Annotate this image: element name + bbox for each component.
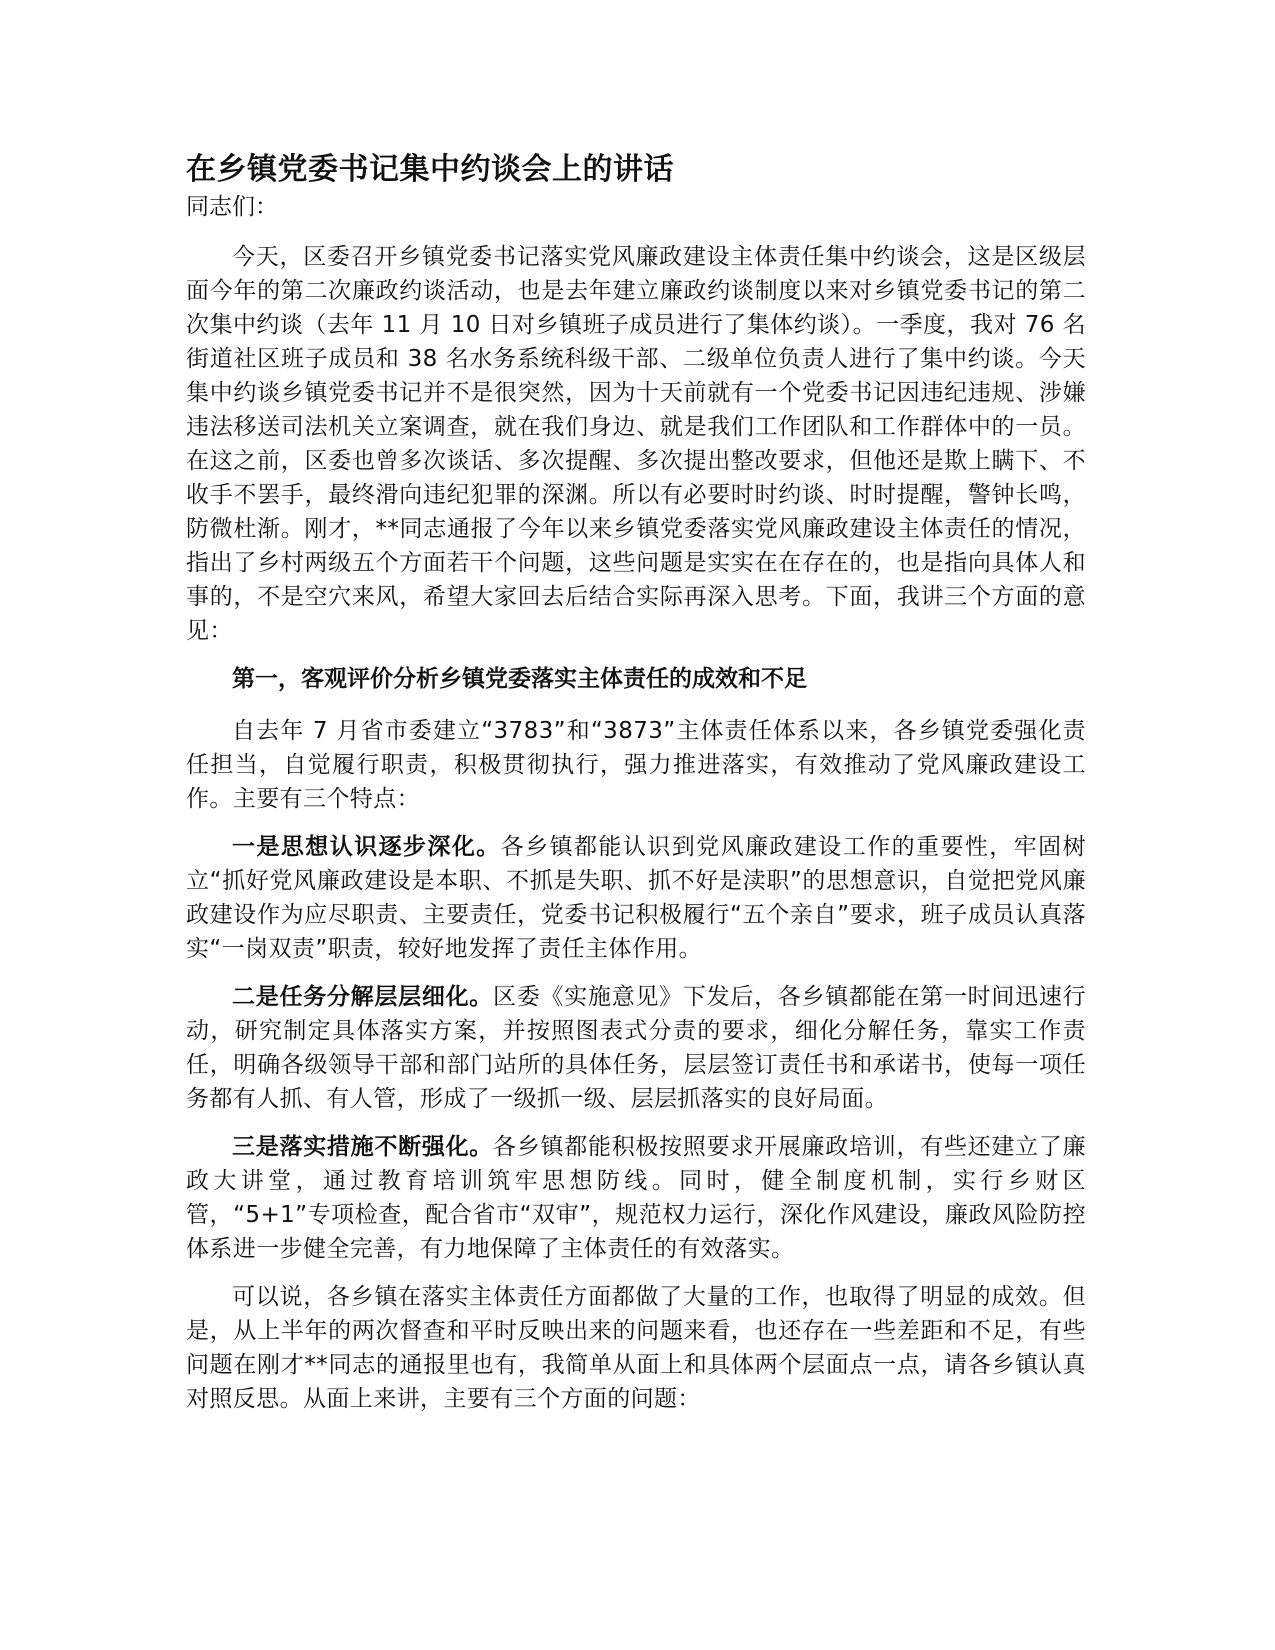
point-3-lead: 三是落实措施不断强化。 (232, 1134, 494, 1160)
point-2-paragraph (186, 980, 1086, 1116)
section1-intro-paragraph: 自去年 7 月省市委建立“3783”和“3873”主体责任体系以来，各乡镇党委强化责任担当，自觉履行职责，积极贯彻执行，强力推进落实，有效推动了党风廉政建设工作。主要有三个特点： (186, 718, 1086, 812)
point-1-lead: 一是思想认识逐步深化。 (232, 834, 501, 860)
document-title: 在乡镇党委书记集中约谈会上的讲话 (186, 152, 674, 187)
salutation: 同志们： (186, 194, 278, 220)
point-2-lead: 二是任务分解层层细化。 (232, 984, 494, 1010)
point-3-text: 各乡镇都能积极按照要求开展廉政培训，有些还建立了廉政大讲堂，通过教育培训筑牢思想防线。同时，健全制度机制，实行乡财区管，“5+1”专项检查，配合省市“双审”，规范权力运行，深化作风建设，廉政风险防控体系进一步健全完善，有力地保障了主体责任的有效落实。 (186, 1134, 1086, 1262)
section-heading-1: 第一，客观评价分析乡镇党委落实主体责任的成效和不足 (232, 666, 807, 692)
point-1-text: 各乡镇都能认识到党风廉政建设工作的重要性，牢固树立“抓好党风廉政建设是本职、不抓是失职、抓不好是渎职”的思想意识，自觉把党风廉政建设作为应尽职责、主要责任，党委书记积极履行“五个亲自”要求，班子成员认真落实“一岗双责”职责，较好地发挥了责任主体作用。 (186, 834, 1086, 962)
point-2-text: 区委《实施意见》下发后，各乡镇都能在第一时间迅速行动，研究制定具体落实方案，并按照图表式分责的要求，细化分解任务，靠实工作责任，明确各级领导干部和部门站所的具体任务，层层签订责任书和承诺书，使每一项任务都有人抓、有人管，形成了一级抓一级、层层抓落实的良好局面。 (186, 984, 1086, 1112)
intro-paragraph: 今天，区委召开乡镇党委书记落实党风廉政建设主体责任集中约谈会，这是区级层面今年的第二次廉政约谈活动，也是去年建立廉政约谈制度以来对乡镇党委书记的第二次集中约谈（去年 11 月 10 日对乡镇班子成员进行了集体约谈）。一季度，我对 76 名街道社区班子成员和 38 名水务系统科级干部、二级单位负责人进行了集中约谈。今天集中约谈乡镇党委书记并不是很突然，因为十天前就有一个党委书记因违纪违规、涉嫌违法移送司法机关立案调查，就在我们身边、就是我们工作团队和工作群体中的一员。在这之前，区委也曾多次谈话、多次提醒、多次提出整改要求，但他还是欺上瞒下、不收手不罢手，最终滑向违纪犯罪的深渊。所以有必要时时约谈、时时提醒，警钟长鸣，防微杜渐。刚才，**同志通报了今年以来乡镇党委落实党风廉政建设主体责任的情况，指出了乡村两级五个方面若干个问题，这些问题是实实在在存在的，也是指向具体人和事的，不是空穴来风，希望大家回去后结合实际再深入思考。下面，我讲三个方面的意见： (186, 244, 1086, 644)
closing-paragraph: 可以说，各乡镇在落实主体责任方面都做了大量的工作，也取得了明显的成效。但是，从上半年的两次督查和平时反映出来的问题来看，也还存在一些差距和不足，有些问题在刚才**同志的通报里也有，我简单从面上和具体两个层面点一点，请各乡镇认真对照反思。从面上来讲，主要有三个方面的问题： (186, 1284, 1086, 1412)
point-3-paragraph (186, 1130, 1086, 1266)
document-page (186, 150, 1086, 1430)
point-1-paragraph (186, 830, 1086, 966)
